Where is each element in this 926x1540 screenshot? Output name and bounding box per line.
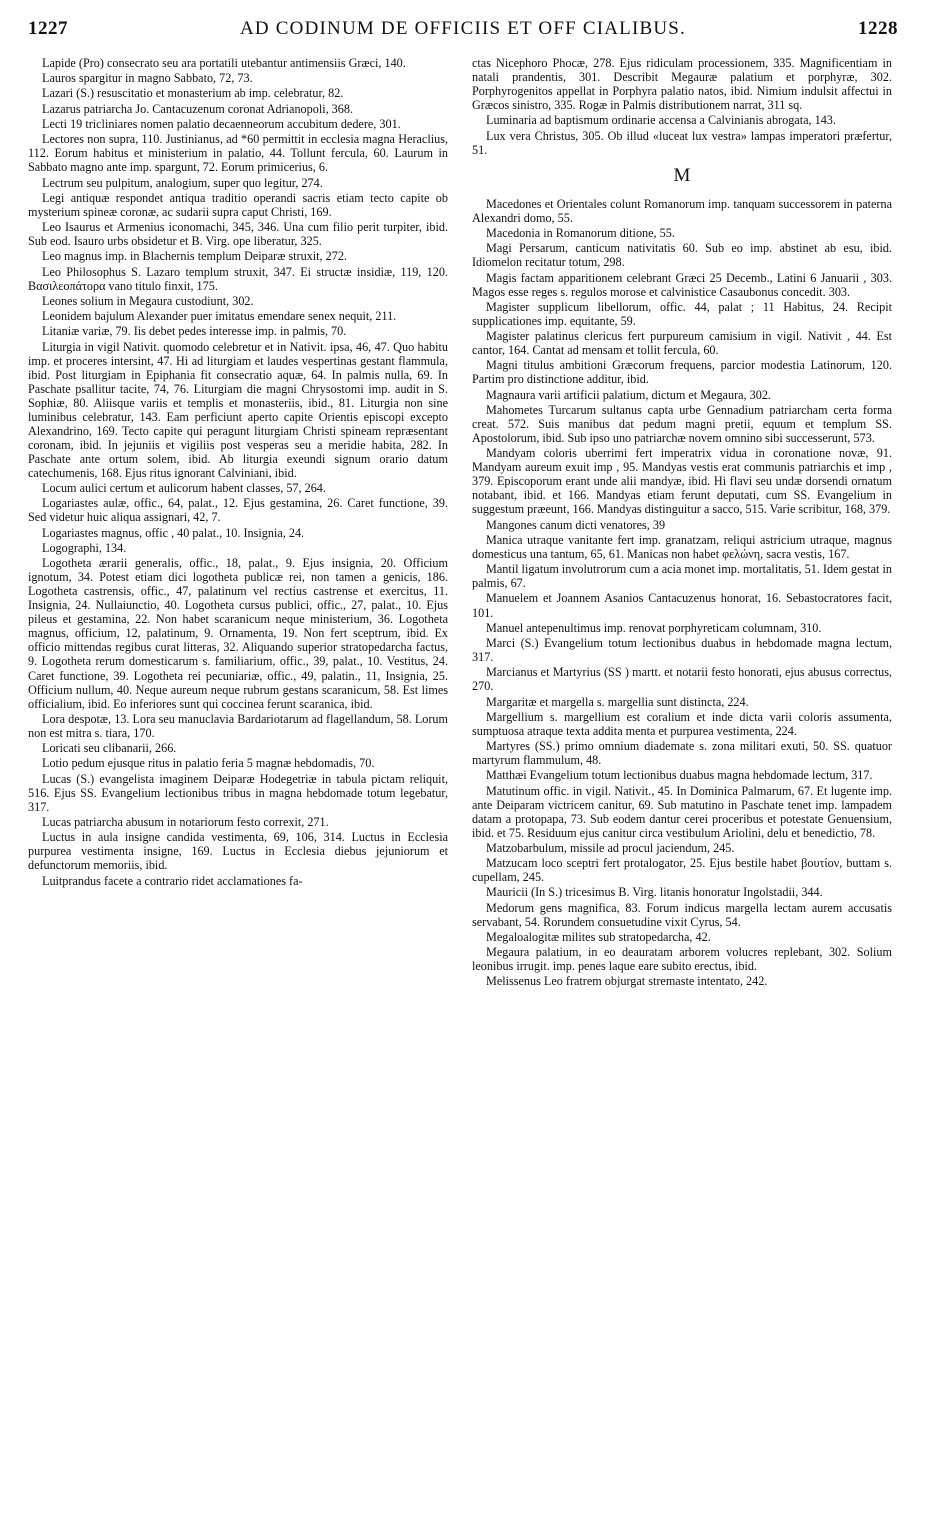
index-entry: Leones solium in Megaura custodiunt, 302.	[42, 293, 254, 308]
index-entry: Lauros spargitur in magno Sabbato, 72, 73.	[42, 71, 253, 86]
index-entry: Megaura palatium, in eo deauratam arborem volucres replebant, 302. Solium leonibus irrugit. imp. penes laque eare subito erectus, ibid.	[472, 945, 892, 974]
index-entry: Liturgia in vigil Nativit. quomodo celebretur et in Nativit. ipsa, 46, 47. Quo habitu imp. et proceres intersint, 47. Hi ad liturgiam et laudes vespertinas gestant flammula, ibid. Post liturgiam in Epiphania fit consecratio aquæ, 64. In palmis nulla, 69. In Paschate psallitur tacite, 74, 76. Liturgiam die magni Chrysostomi imp. audit in S. Sophiæ, 80. Aliisque variis et templis et monasteriis, ibid., 81. Liturgia non sine luminibus celebratur, 143. Eam perficiunt aperto capite Orientis episcopi excepto Alexandrino, 169. Tecto capite qui peragunt liturgiam Christi spineam repræsentant coronam, ibid. In jejuniis et vigiliis post vesperas seu a meridie habita, 282. In Paschate ante ortum solem, ibid. Ab liturgia exeundi signum orario datum catechumenis, 168. Ejus ritus ignorant Calviniani, ibid.	[28, 339, 448, 480]
index-entry: Lotio pedum ejusque ritus in palatio feria 5 magnæ hebdomadis, 70.	[42, 756, 375, 771]
index-entry: Leonidem bajulum Alexander puer imitatus emendare senex nequit, 211.	[42, 309, 397, 324]
index-entry: Legi antiquæ respondet antiqua traditio operandi sacris etiam tecto capite ob mysterium spineæ coronæ, ac sudarii supra caput Christi, 169.	[28, 190, 448, 219]
index-entry: Medorum gens magnifica, 83. Forum indicus margella lectam aurem accusatis servabant, 54. Rorundem consuetudine vixit Cyrus, 54.	[472, 900, 892, 929]
index-entry: Loricati seu clibanarii, 266.	[42, 741, 177, 756]
index-entry: Lucas (S.) evangelista imaginem Deiparæ Hodegetriæ in tabula pictam reliquit, 516. Ejus SS. Evangelium lectionibus tribus in magna hebdomade totum legebatur, 317.	[28, 771, 448, 814]
index-entry: Lazari (S.) resuscitatio et monasterium ab imp. celebratur, 82.	[42, 86, 344, 101]
index-entry: Magister palatinus clericus fert purpureum camisium in vigil. Nativit , 44. Est cantor, 164. Cantat ad mensam et tollit fercula, 60.	[472, 329, 892, 358]
index-entry: Manuel antepenultimus imp. renovat porphyreticam columnam, 310.	[486, 620, 822, 635]
index-entry: Matthæi Evangelium totum lectionibus duabus magna hebdomade lectum, 317.	[486, 768, 873, 783]
index-entry: Locum aulici certum et aulicorum habent classes, 57, 264.	[42, 481, 326, 496]
index-entry: Mauricii (In S.) tricesimus B. Virg. litanis honoratur Ingolstadii, 344.	[486, 885, 823, 900]
index-entry: Logariastes aulæ, offic., 64, palat., 12. Ejus gestamina, 26. Caret functione, 39. Sed videtur huic aliqua assignari, 42, 7.	[28, 496, 448, 525]
index-entry: Litaniæ variæ, 79. Iis debet pedes interesse imp. in palmis, 70.	[42, 324, 347, 339]
index-entry: Margellium s. margellium est coralium et inde dicta varii coloris assumenta, sumptuosa atraque texta addita menta et purpurea vestimenta, 224.	[472, 709, 892, 738]
index-entry: Lecti 19 tricliniares nomen palatio decaenneorum accubitum dedere, 301.	[42, 116, 401, 131]
index-entry: Manuelem et Joannem Asanios Cantacuzenus honorat, 16. Sebastocratores facit, 101.	[472, 591, 892, 620]
index-entry: Matutinum offic. in vigil. Nativit., 45. In Dominica Palmarum, 67. Et lugente imp. ante Deiparam victricem canitur, 69. Sub matutino in Paschate tenet imp. lampadem datam a protopapa, 73. Sub eodem dantur cerei proceribus et potestate Genuensium, ibid. et 75. Residuum ejus canitur circa vestibulum Ariolini, delu et benedictio, 78.	[472, 783, 892, 840]
section-letter-heading: M	[673, 164, 691, 186]
index-entry: Luminaria ad baptismum ordinarie accensa a Calvinianis abrogata, 143.	[486, 113, 836, 128]
index-entry: Magi Persarum, canticum nativitatis 60. Sub eo imp. abstinet ab esu, ibid. Idiomelon recitatur totum, 298.	[472, 241, 892, 270]
index-entry: Leo Philosophus S. Lazaro templum struxit, 347. Ei structæ insidiæ, 119, 120. Βασιλεοπάτορα vano titulo finxit, 175.	[28, 264, 448, 293]
index-entry: Lazarus patriarcha Jo. Cantacuzenum coronat Adrianopoli, 368.	[42, 101, 354, 116]
index-entry: Lapide (Pro) consecrato seu ara portatili utebantur antimensiis Græci, 140.	[42, 56, 406, 70]
index-entry: Marci (S.) Evangelium totum lectionibus duabus in hebdomade magna lectum, 317.	[472, 635, 892, 665]
index-entry: Logotheta ærarii generalis, offic., 18, palat., 9. Ejus insignia, 20. Officium ignotum, 34. Potest etiam dici logotheta publicæ rei, non tamen a genicis, 186. Logotheta castrensis, offic., 47, palatinum vel rectius castrense et exercitus, 11. Insignia, 24. Nullaiunctio, 40. Logotheta cursus publici, offic., 27, palat., 10. Ejus pileus et gestamina, 22. Non habet scaranicum neque ministerium, 36. Logotheta magnus, officium, 12, palatinum, 9. Ornamenta, 19. Non fert sceptrum, ibid. Ex officio mittendas regibus curat litteras, 32. Aliquando superior stratopedarcha factus, 9. Logotheta rerum domesticarum s. familiarium, offic., 39, palat., 10. Vestitus, 24. Caret functione, 39. Logotheta rei pecuniariæ, offic., 49, palatin., 11, Insignia, 25. Officium nullum, 40. Neque aureum neque rubrum gestans scaranicum, 58. Est limes officialium, ibid. Eo inferiores sunt qui coccinea ferunt scaranica, ibid.	[28, 556, 448, 711]
index-entry: Lectrum seu pulpitum, analogium, super quo legitur, 274.	[42, 175, 323, 190]
index-entry: Mantil ligatum involutrorum cum a acia monet imp. mortalitatis, 51. Idem gestat in palmis, 67.	[472, 562, 892, 591]
index-entry: Manica utraque vanitante fert imp. granatzam, reliqui astricium utraque, magnus domesticus una tantum, 65, 61. Manicas non habet φελώνη, sacra vestis, 167.	[472, 532, 892, 561]
index-entry: Magni titulus ambitioni Græcorum frequens, parcior modestia Latinorum, 120. Partim pro distinctione additur, ibid.	[472, 358, 892, 387]
index-entry: Matzobarbulum, missile ad procul jaciendum, 245.	[486, 840, 735, 855]
index-entry: Margaritæ et margella s. margellia sunt distincta, 224.	[486, 694, 749, 709]
index-entry: Macedones et Orientales colunt Romanorum imp. tanquam successorem in paterna Alexandri domo, 55.	[472, 196, 892, 225]
index-entry: Magister supplicum libellorum, offic. 44, palat ; 11 Habitus, 24. Recipit supplicationes imp. equitante, 59.	[472, 299, 892, 328]
index-entry: Luctus in aula insigne candida vestimenta, 69, 106, 314. Luctus in Ecclesia purpurea vestimenta insigne, 169. Luctus in Ecclesia diebus jejuniorum et defunctorum memoriis, ibid.	[28, 830, 448, 873]
index-entry: Lux vera Christus, 305. Ob illud «luceat lux vestra» lampas imperatori præfertur, 51.	[472, 128, 892, 157]
index-entry: Matzucam loco sceptri fert protalogator, 25. Ejus bestile habet βουτίον, buttam s. cupellam, 245.	[472, 856, 892, 885]
index-entry: Magis factam apparitionem celebrant Græci 25 Decemb., Latini 6 Januarii , 303. Magos esse reges s. regulos morose et calvinistice Casaubonus concedit. 303.	[472, 270, 892, 299]
index-entry-continued: ctas Nicephoro Phocæ, 278. Ejus ridiculam processionem, 335. Magnificentiam in natali prandentis, 301. Describit Megauræ palatium et porphyræ, 302. Porphyrogenitos appellat in Porphyra palatio natos, ibid. Nimium indulsit affectui in Græcos sinistro, 335. Rogæ in Palmis distributionem narrat, 311 sq.	[472, 56, 892, 113]
index-entry: Mandyam coloris uberrimi fert imperatrix vidua in coronatione novæ, 91. Mandyam aureum exuit imp , 95. Mandyas vestis erat communis patriarchis et imp , 379. Episcoporum erant unde alii mandyæ, ibid. Hi flavi seu undæ dorsendi ornatum notabant, ibid. et 166. Mandyas etiam ferunt deputati, cum SS. Evangelium in suggestum præeunt, 166. Mandyas distinguitur a sacco, 515. Varie scribitur, 168, 379.	[472, 446, 892, 517]
index-entry: Lora despotæ, 13. Lora seu manuclavia Bardariotarum ad flagellandum, 58. Lorum non est mitra s. tiara, 170.	[28, 711, 448, 740]
index-entry: Melissenus Leo fratrem objurgat stremaste intentato, 242.	[486, 974, 768, 989]
right-column	[472, 56, 892, 1531]
index-entry: Mahometes Turcarum sultanus capta urbe Gennadium patriarcham certa forma creat. 572. Suis manibus dat pedum magni pretii, equum et templum SS. Apostolorum, ibid. Sub ipso uno patriarchæ novem omnino sibi successerunt, 573.	[472, 402, 892, 445]
running-title: AD CODINUM DE OFFICIIS ET OFF CIALIBUS.	[239, 18, 686, 39]
index-entry: Lectores non supra, 110. Justinianus, ad *60 permittit in ecclesia magna Heraclius, 112. Eorum habitus et ministerium in palatio, 44. Tollunt fercula, 60. Laurum in Sabbato magno ante imp. spargunt, 72. Eorum primicerius, 6.	[28, 132, 448, 175]
index-entry: Leo magnus imp. in Blachernis templum Deiparæ struxit, 272.	[42, 249, 347, 264]
index-entry: Luitprandus facete a contrario ridet acclamationes fa-	[42, 873, 303, 888]
index-entry: Macedonia in Romanorum ditione, 55.	[486, 226, 675, 241]
index-entry: Magnaura varii artificii palatium, dictum et Megaura, 302.	[486, 387, 771, 402]
index-entry: Lucas patriarcha abusum in notariorum festo correxit, 271.	[42, 814, 329, 829]
index-entry: Martyres (SS.) primo omnium diademate s. zona militari exuti, 50. SS. quatuor martyrum flammulum, 48.	[472, 739, 892, 768]
index-entry: Marcianus et Martyrius (SS ) martt. et notarii festo honorati, ejus abusus correctus, 270.	[472, 665, 892, 694]
left-column	[28, 56, 448, 1531]
page-number-right: 1228	[858, 18, 898, 39]
page-header	[28, 18, 898, 48]
index-entry: Mangones canum dicti venatores, 39	[486, 517, 666, 532]
index-entry: Leo Isaurus et Armenius iconomachi, 345, 346. Una cum filio perit turpiter, ibid. Sub eod. Isauro urbs obsidetur et B. Virg. ope liberatur, 325.	[28, 220, 448, 249]
index-entry: Logariastes magnus, offic , 40 palat., 10. Insignia, 24.	[42, 525, 305, 540]
index-entry: Logographi, 134.	[42, 540, 127, 555]
page-number-left: 1227	[28, 18, 68, 39]
index-entry: Megaloalogitæ milites sub stratopedarcha, 42.	[486, 929, 711, 944]
